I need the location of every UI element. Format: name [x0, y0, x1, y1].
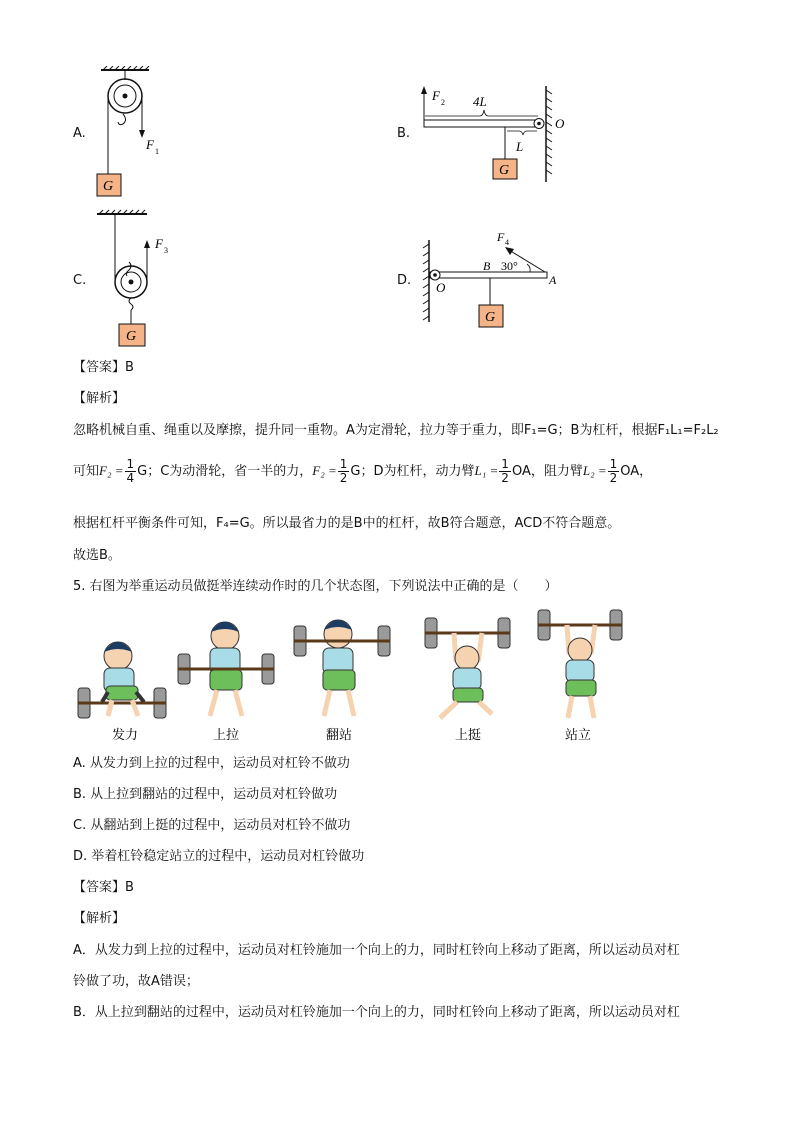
conclusion-line: 故选B。 — [73, 548, 121, 563]
svg-text:F: F — [497, 230, 505, 244]
svg-text:A: A — [549, 273, 557, 287]
option-b: B. 从上拉到翻站的过程中，运动员对杠铃做功 — [73, 787, 338, 802]
svg-text:1: 1 — [155, 147, 159, 156]
angle-label: 30° — [501, 259, 518, 273]
option-b-label: B. — [397, 126, 411, 141]
svg-text:G: G — [499, 163, 510, 178]
caption-1: 发力 — [112, 727, 139, 742]
option-c: C. 从翻站到上挺的过程中，运动员对杠铃不做功 — [73, 818, 351, 833]
force-label: F — [146, 137, 154, 152]
analysis-a-line-1: A．从发力到上拉的过程中，运动员对杠铃施加一个向上的力，同时杠铃向上移动了距离，所以运动员对杠 — [73, 943, 680, 958]
analysis-label: 【解析】 — [73, 391, 126, 406]
option-a: A. 从发力到上拉的过程中，运动员对杠铃不做功 — [73, 756, 350, 771]
caption-3: 翻站 — [326, 727, 353, 742]
lifter-figure-5 — [538, 610, 622, 718]
option-d: D. 举着杠铃稳定站立的过程中，运动员对杠铃做功 — [73, 849, 365, 864]
analysis-line-3: 根据杠杆平衡条件可知，F₄=G。所以最省力的是B中的杠杆，故B符合题意，ACD不符合题意。 — [73, 516, 621, 531]
movable-pulley-diagram — [92, 208, 184, 350]
lifter-figure-3 — [294, 620, 390, 716]
svg-text:F: F — [155, 236, 163, 251]
svg-text:O: O — [436, 280, 446, 295]
caption-2: 上拉 — [213, 727, 240, 742]
analysis-b-line-1: B．从上拉到翻站的过程中，运动员对杠铃施加一个向上的力，同时杠铃向上移动了距离，所以运动员对杠 — [73, 1005, 680, 1020]
svg-text:G: G — [126, 329, 137, 344]
lifter-figure-4 — [425, 618, 510, 718]
weight-label: G — [103, 179, 114, 194]
caption-4: 上挺 — [455, 727, 482, 742]
length-4l-label: 4L — [473, 94, 487, 109]
svg-text:F: F — [432, 88, 440, 103]
svg-text:4: 4 — [505, 238, 509, 247]
analysis-line-2: 可知F₂ = $\frac{1}{4}$ G；C为动滑轮，省一半的力，F₂ = $\frac{1}{2}$ G；D为杠杆，动力臂L₁ = $\frac{1}{2}$ OA，阻力臂L₂ = $\frac{1}{2}$ OA， — [73, 457, 653, 485]
analysis-a-line-2: 铃做了功，故A错误； — [73, 974, 199, 989]
lifter-figure-1 — [78, 642, 166, 718]
length-l-label: L — [516, 139, 524, 154]
svg-text:3: 3 — [164, 246, 168, 255]
lever-diagram-d — [415, 228, 575, 332]
caption-5: 站立 — [565, 727, 592, 742]
option-c-label: C. — [73, 273, 87, 288]
lifter-figure-2 — [178, 622, 274, 716]
option-d-label: D. — [397, 273, 412, 288]
option-a-label: A. — [73, 126, 86, 141]
answer-label: 【答案】B — [73, 360, 134, 375]
weightlifting-illustration — [72, 604, 632, 750]
analysis-label-5: 【解析】 — [73, 911, 126, 926]
svg-text:2: 2 — [441, 98, 445, 107]
answer-label-5: 【答案】B — [73, 880, 134, 895]
question-5-stem: 5. 右图为举重运动员做挺举连续动作时的几个状态图，下列说法中正确的是（ ） — [73, 579, 558, 594]
svg-text:G: G — [485, 310, 496, 325]
lever-diagram-b — [415, 84, 575, 184]
pivot-o-label: O — [555, 116, 565, 131]
fixed-pulley-diagram — [90, 66, 170, 198]
svg-text:B: B — [483, 259, 491, 273]
analysis-line-1: 忽略机械自重、绳重以及摩擦，提升同一重物。A为定滑轮，拉力等于重力，即F₁=G；B为杠杆，根据F₁L₁=F₂L₂ — [73, 423, 719, 438]
